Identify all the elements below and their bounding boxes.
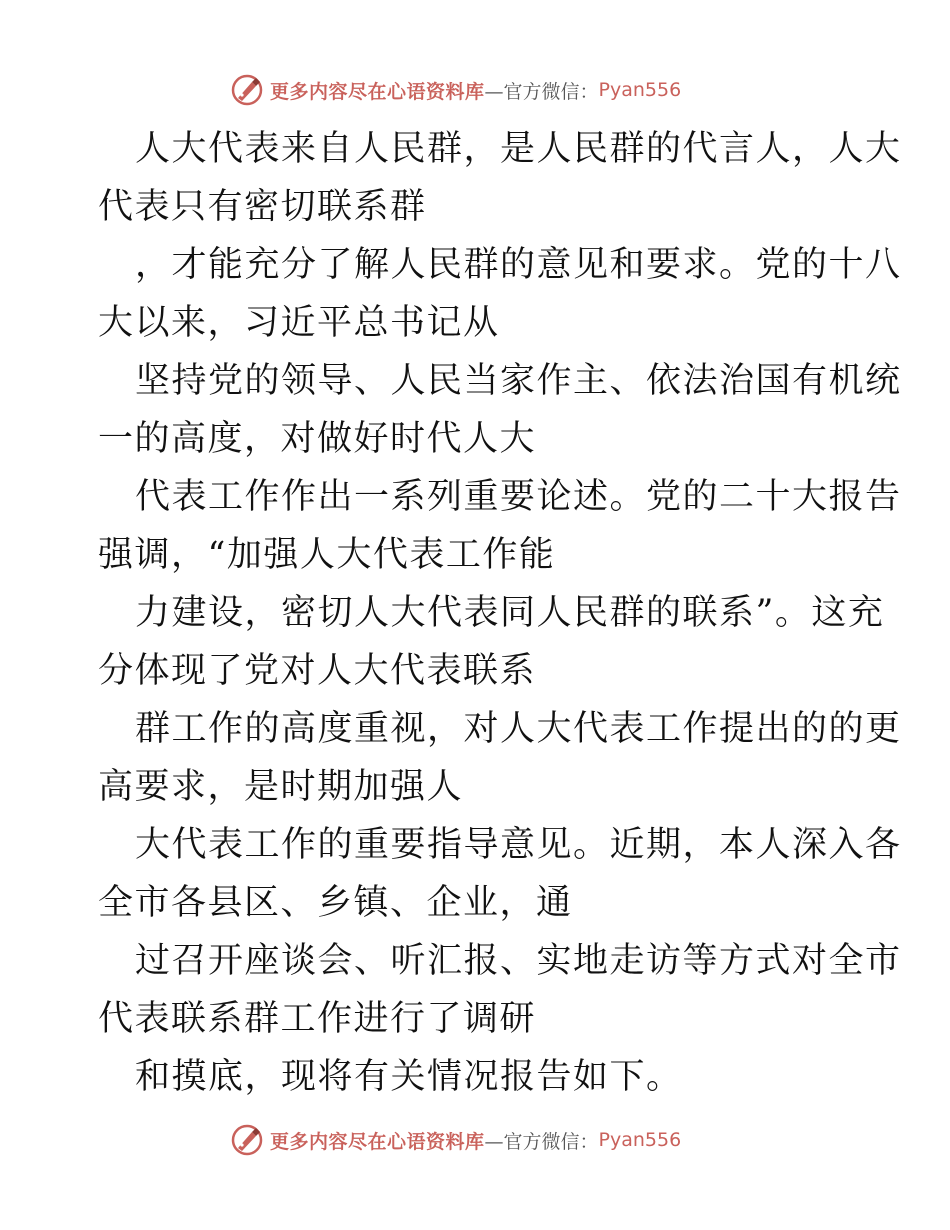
text-line: 高要求，是时期加强人: [98, 767, 464, 807]
text-line: 过召开座谈会、听汇报、实地走访等方式对全市: [135, 941, 902, 981]
watermark-sub-text: —官方微信：: [484, 1130, 599, 1153]
text-line: 一的高度，对做好时代人大: [98, 419, 537, 459]
text-line: 全市各县区、乡镇、企业，通: [98, 883, 573, 923]
text-line: 代表联系群工作进行了调研: [98, 999, 537, 1039]
pen-logo-icon: [230, 73, 264, 107]
text-line: 强调，“加强人大代表工作能: [98, 535, 556, 575]
text-line: 大代表工作的重要指导意见。近期，本人深入各: [135, 825, 902, 865]
watermark-main-text: 更多内容尽在心语资料库: [270, 80, 485, 103]
text-line: 大以来，习近平总书记从: [98, 303, 500, 343]
text-line: 和摸底，现将有关情况报告如下。: [135, 1057, 683, 1097]
text-line: 分体现了党对人大代表联系: [98, 651, 537, 691]
watermark-id-text: Pyan556: [598, 1129, 682, 1151]
text-line: ，才能充分了解人民群的意见和要求。党的十八: [135, 245, 902, 285]
text-line: 力建设，密切人大代表同人民群的联系”。这充: [135, 593, 885, 633]
watermark-header: [230, 72, 681, 108]
pen-logo-icon: [230, 1123, 264, 1157]
text-line: 坚持党的领导、人民当家作主、依法治国有机统: [135, 361, 902, 401]
text-line: 代表工作作出一系列重要论述。党的二十大报告: [135, 477, 902, 517]
body-text: [98, 120, 902, 1106]
watermark-main-text: 更多内容尽在心语资料库: [270, 1130, 485, 1153]
watermark-footer: [230, 1122, 681, 1158]
text-line: 代表只有密切联系群: [98, 187, 427, 227]
text-line: 群工作的高度重视，对人大代表工作提出的的更: [135, 709, 902, 749]
watermark-id-text: Pyan556: [598, 79, 682, 101]
text-line: 人大代表来自人民群，是人民群的代言人，人大: [135, 129, 902, 169]
watermark-sub-text: —官方微信：: [484, 80, 599, 103]
